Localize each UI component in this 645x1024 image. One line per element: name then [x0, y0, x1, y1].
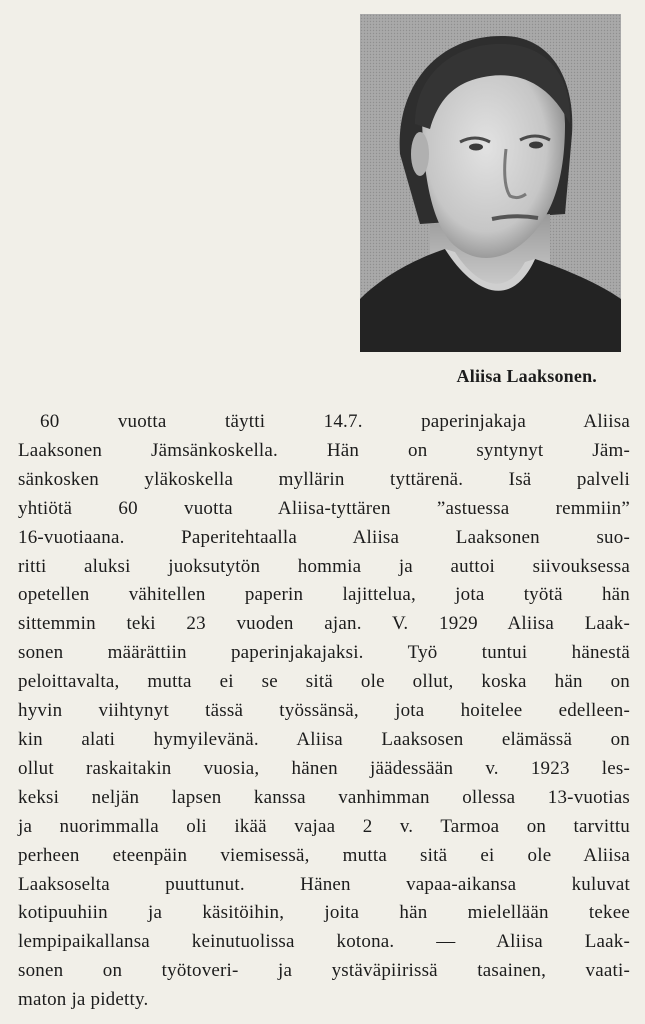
article-line: yhtiötä 60 vuotta Aliisa-tyttären ”astuessa remmiin” — [18, 497, 630, 519]
article-line: ollut raskaitakin vuosia, hänen jäädessään v. 1923 les- — [18, 757, 630, 779]
portrait-photo — [360, 14, 621, 352]
article-line: perheen eteenpäin viemisessä, mutta sitä ei ole Aliisa — [18, 844, 630, 866]
article-line: keksi neljän lapsen kanssa vanhimman ollessa 13-vuotias — [18, 786, 630, 808]
article-line: lempipaikallansa keinutuolissa kotona. — Aliisa Laak- — [18, 931, 630, 953]
article-body — [18, 408, 632, 1015]
article-line: ja nuorimmalla oli ikää vajaa 2 v. Tarmoa on tarvittu — [18, 815, 630, 837]
article-line: 60 vuotta täytti 14.7. paperinjakaja Aliisa — [40, 411, 630, 432]
article-line: sonen määrättiin paperinjakajaksi. Työ tuntui hänestä — [18, 642, 630, 664]
article-line: sonen on työtoveri- ja ystäväpiirissä tasainen, vaati- — [18, 960, 630, 982]
article-line: opetellen vähitellen paperin lajittelua, jota työtä hän — [18, 584, 630, 606]
article-line: peloittavalta, mutta ei se sitä ole ollut, koska hän on — [18, 671, 630, 693]
article-line: Laaksoselta puuttunut. Hänen vapaa-aikansa kuluvat — [18, 873, 630, 895]
article-line: maton ja pidetty. — [18, 989, 149, 1011]
article-line: sänkosken yläkoskella myllärin tyttärenä. Isä palveli — [18, 468, 630, 490]
article-line: Laaksonen Jämsänkoskella. Hän on syntynyt Jäm- — [18, 439, 630, 461]
article-line: 16-vuotiaana. Paperitehtaalla Aliisa Laaksonen suo- — [18, 526, 630, 548]
article-line: kin alati hymyilevänä. Aliisa Laaksosen elämässä on — [18, 728, 630, 750]
caption-text: Aliisa Laaksonen. — [456, 366, 597, 386]
article-line: hyvin viihtynyt tässä työssänsä, jota hoitelee edelleen- — [18, 700, 630, 722]
article-line: kotipuuhiin ja käsitöihin, joita hän mielellään tekee — [18, 902, 630, 924]
photo-caption — [360, 366, 621, 387]
article-line: ritti aluksi juoksutytön hommia ja auttoi siivouksessa — [18, 555, 630, 577]
article-line: sittemmin teki 23 vuoden ajan. V. 1929 Aliisa Laak- — [18, 613, 630, 635]
